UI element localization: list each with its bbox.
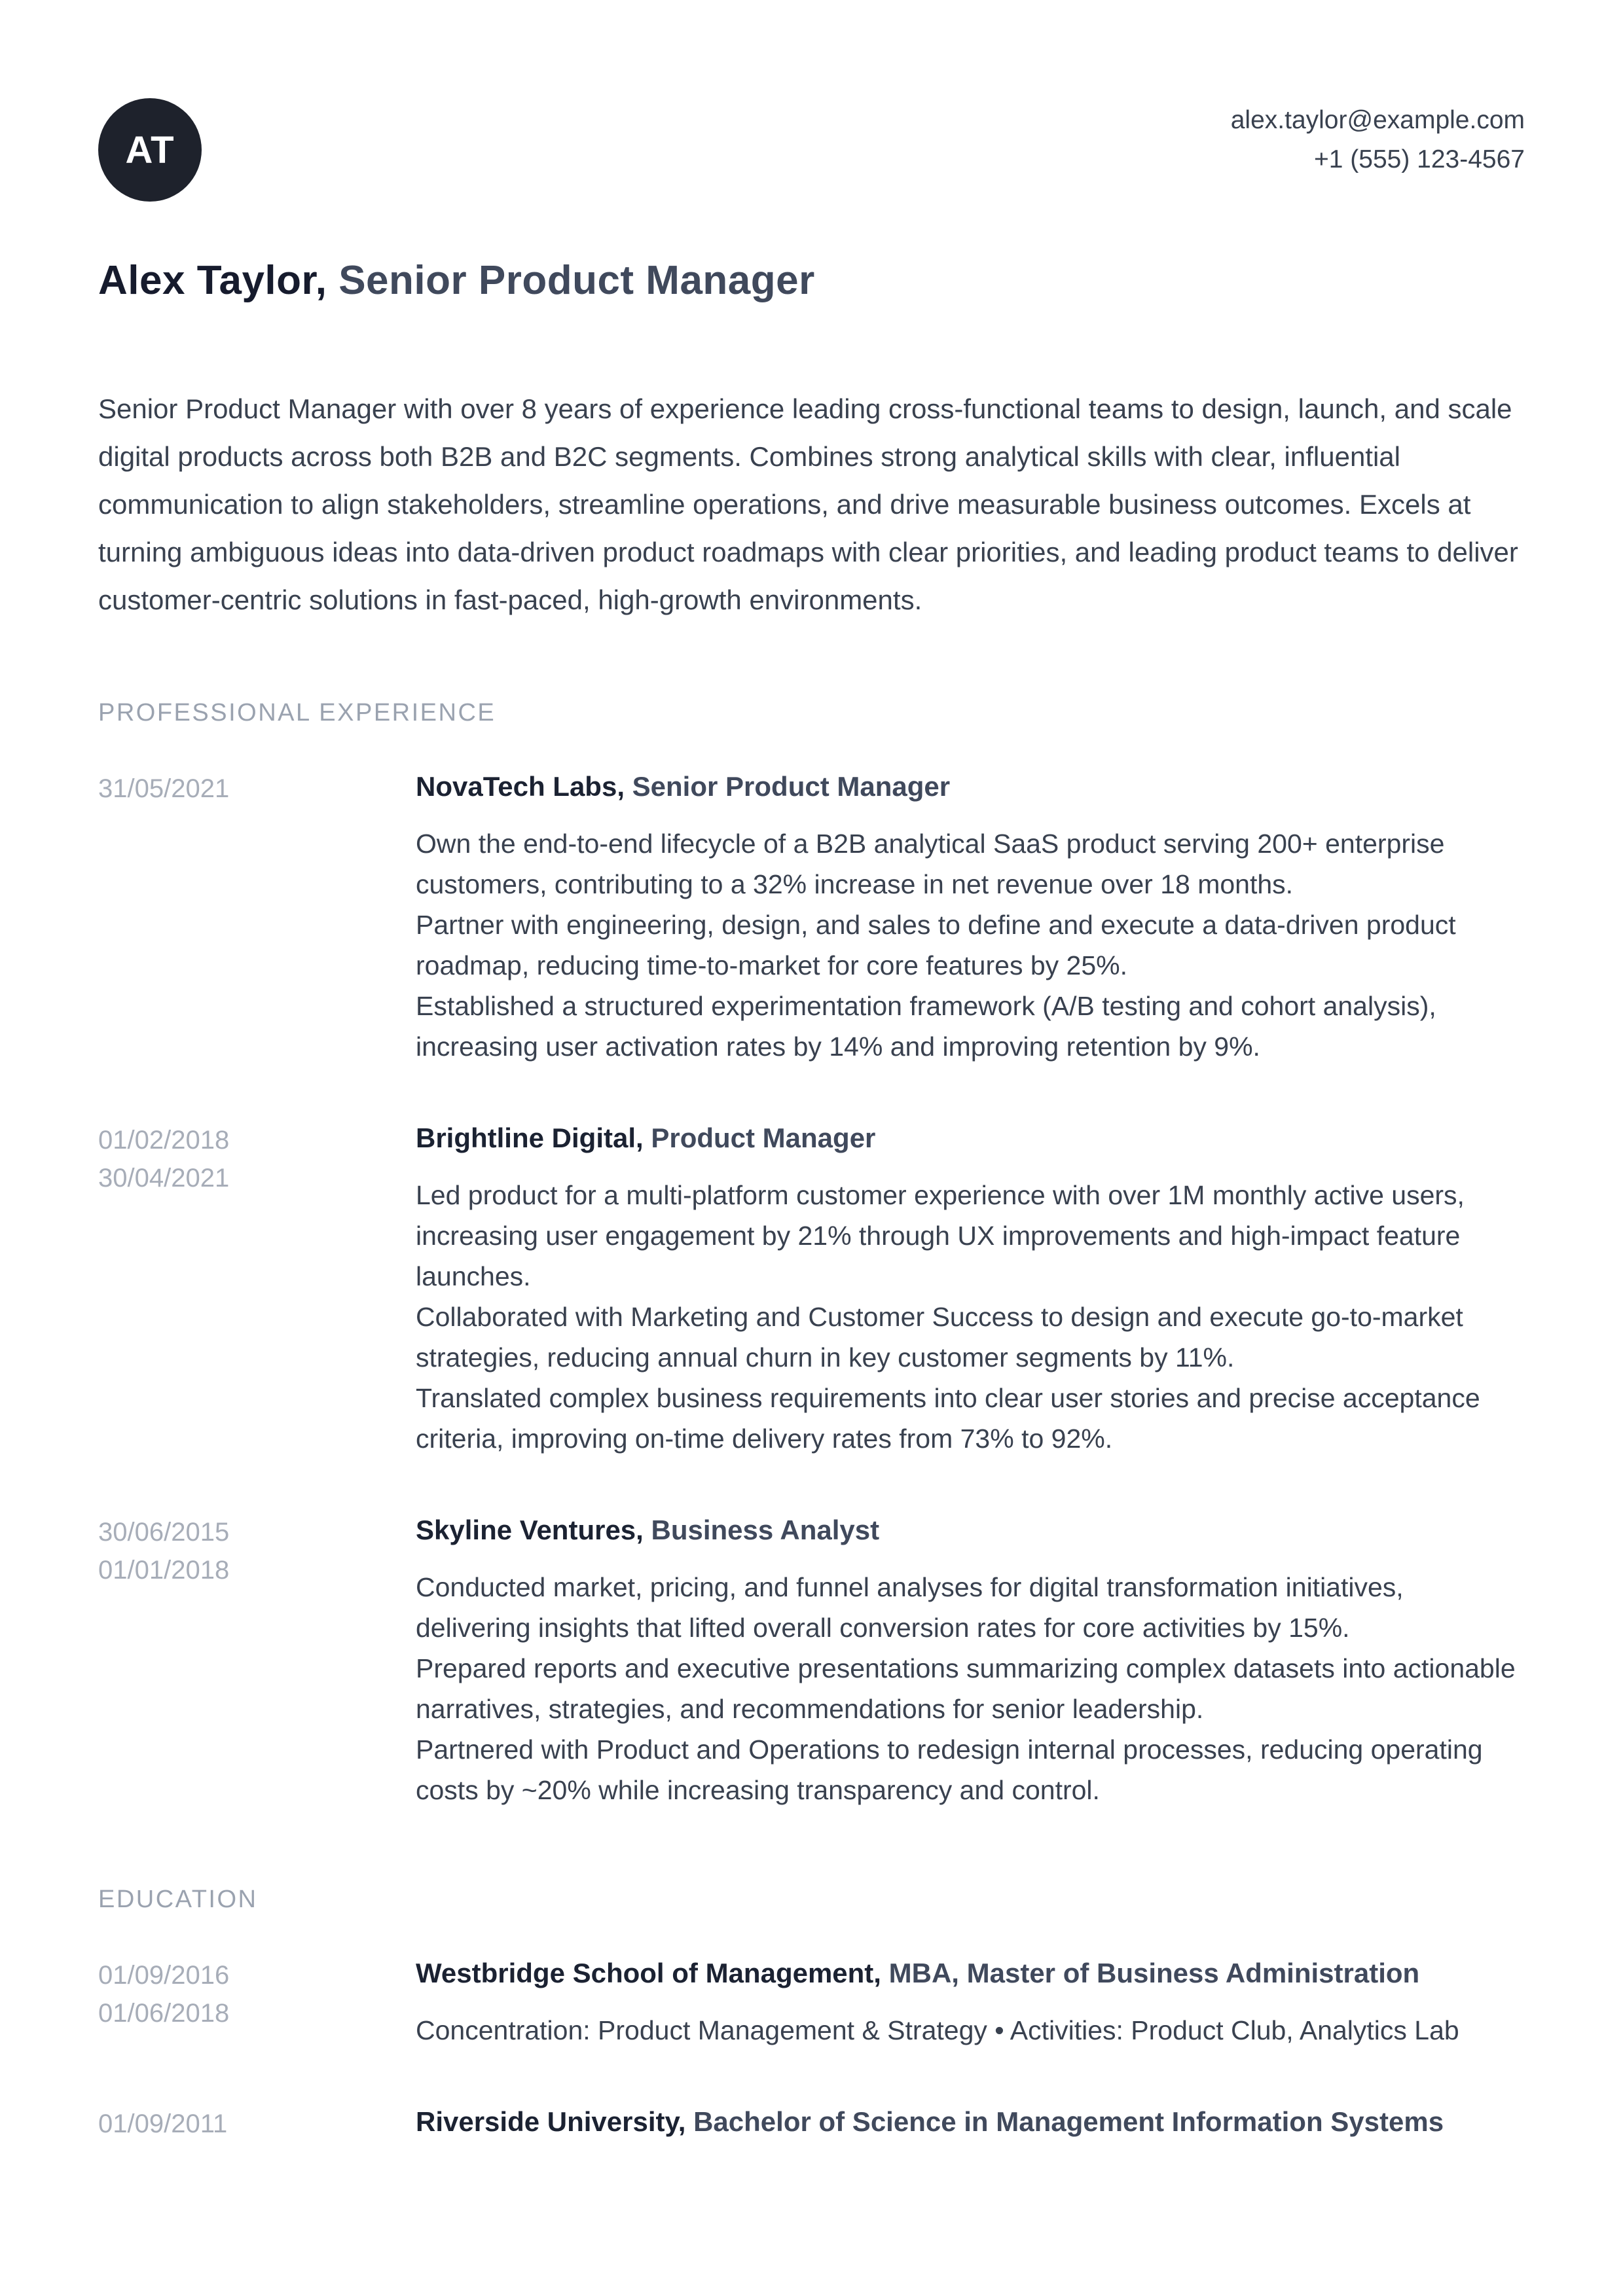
entry-dates <box>98 1118 416 1197</box>
description-line: Conducted market, pricing, and funnel analyses for digital transformation initiatives, delivering insights that lifted overall conversion rates for core activities by 15%. <box>416 1572 1404 1643</box>
title-separator: , <box>636 1122 651 1153</box>
title-separator: , <box>636 1515 651 1545</box>
title-separator: , <box>678 2106 694 2137</box>
title-separator: , <box>617 771 632 802</box>
company-name: NovaTech Labs <box>416 771 617 802</box>
role-title: Senior Product Manager <box>632 771 951 802</box>
entry-description <box>416 1175 1525 1459</box>
degree-title: MBA, Master of Business Administration <box>888 1958 1420 1988</box>
summary-text: Senior Product Manager with over 8 years of experience leading cross-functional teams to design, launch, and scale digital products across both B2B and B2C segments. Combines strong analytical skills with clear, influential communication to align stakeholders, streamline operations, and drive measurable business outcomes. Excels at turning ambiguous ideas into data-driven product roadmaps with clear priorities, and leading product teams to deliver customer-centric solutions in fast-paced, high-growth environments. <box>98 393 1518 615</box>
contact-email: alex.taylor@example.com <box>1230 106 1525 134</box>
entry-body <box>416 1510 1525 1810</box>
entry-dates <box>98 1510 416 1589</box>
school-name: Westbridge School of Management <box>416 1958 874 1988</box>
contact-phone: +1 (555) 123-4567 <box>1314 145 1525 173</box>
section-heading-education: EDUCATION <box>98 1886 258 1913</box>
company-name: Skyline Ventures <box>416 1515 636 1545</box>
description-line: Partner with engineering, design, and sales to define and execute a data-driven product roadmap, reducing time-to-market for core features by 25%. <box>416 910 1456 980</box>
entry-dates <box>98 766 416 808</box>
entry-date-start: 30/06/2015 <box>98 1518 230 1547</box>
description-line: Prepared reports and executive presentations summarizing complex datasets into actionable narratives, strategies, and recommendations for senior leadership. <box>416 1653 1516 1724</box>
entry-date-end: 01/01/2018 <box>98 1556 230 1585</box>
avatar-initials: AT <box>125 128 175 171</box>
entry-description <box>416 823 1525 1067</box>
avatar <box>98 98 202 202</box>
description-line: Translated complex business requirements into clear user stories and precise acceptance criteria, improving on-time delivery rates from 73% to 92%. <box>416 1383 1480 1454</box>
education-details: Concentration: Product Management & Strategy • Activities: Product Club, Analytics Lab <box>416 2015 1459 2045</box>
entry-title <box>416 766 1525 807</box>
entry-date-start: 31/05/2021 <box>98 774 230 803</box>
experience-entry <box>98 1118 1525 1459</box>
entry-date-start: 01/09/2016 <box>98 1961 230 1990</box>
entry-dates <box>98 1953 416 2032</box>
entry-title <box>416 1118 1525 1158</box>
experience-entry <box>98 1510 1525 1810</box>
title-separator: , <box>873 1958 889 1988</box>
description-line: Own the end-to-end lifecycle of a B2B analytical SaaS product serving 200+ enterprise customers, contributing to a 32% increase in net revenue over 18 months. <box>416 829 1445 899</box>
entry-title <box>416 1510 1525 1551</box>
page-title <box>98 255 1525 306</box>
entry-body <box>416 766 1525 1067</box>
company-name: Brightline Digital <box>416 1122 636 1153</box>
role-title: Business Analyst <box>651 1515 880 1545</box>
education-entry <box>98 2102 1525 2143</box>
experience-entry <box>98 766 1525 1067</box>
experience-entries <box>98 766 1525 1810</box>
description-line: Partnered with Product and Operations to redesign internal processes, reducing operating costs by ~20% while increasing transparency and control. <box>416 1734 1483 1805</box>
header <box>98 98 1525 202</box>
school-name: Riverside University <box>416 2106 678 2137</box>
candidate-job-title: Senior Product Manager <box>338 258 815 303</box>
entry-description <box>416 2010 1525 2051</box>
name-separator: , <box>315 258 339 303</box>
entry-body <box>416 2102 1525 2142</box>
entry-date-start: 01/02/2018 <box>98 1126 230 1155</box>
entry-date-end: 01/06/2018 <box>98 1999 230 2028</box>
entry-date-start: 01/09/2011 <box>98 2109 228 2138</box>
entry-description <box>416 1567 1525 1810</box>
candidate-name: Alex Taylor <box>98 258 316 303</box>
education-entry <box>98 1953 1525 2051</box>
role-title: Product Manager <box>651 1122 876 1153</box>
contact-block <box>1231 98 1525 179</box>
entry-title <box>416 1953 1525 1994</box>
degree-title: Bachelor of Science in Management Information Systems <box>693 2106 1444 2137</box>
entry-body <box>416 1953 1525 2051</box>
description-line: Collaborated with Marketing and Customer Success to design and execute go-to-market strategies, reducing annual churn in key customer segments by 11%. <box>416 1302 1463 1372</box>
entry-body <box>416 1118 1525 1459</box>
entry-dates <box>98 2102 416 2143</box>
education-entries <box>98 1953 1525 2143</box>
section-heading-experience: PROFESSIONAL EXPERIENCE <box>98 699 496 726</box>
description-line: Established a structured experimentation framework (A/B testing and cohort analysis), increasing user activation rates by 14% and improving retention by 9%. <box>416 991 1436 1062</box>
description-line: Led product for a multi-platform customer experience with over 1M monthly active users, increasing user engagement by 21% through UX improvements and high-impact feature launches. <box>416 1180 1465 1291</box>
entry-title <box>416 2102 1525 2142</box>
entry-date-end: 30/04/2021 <box>98 1164 230 1193</box>
